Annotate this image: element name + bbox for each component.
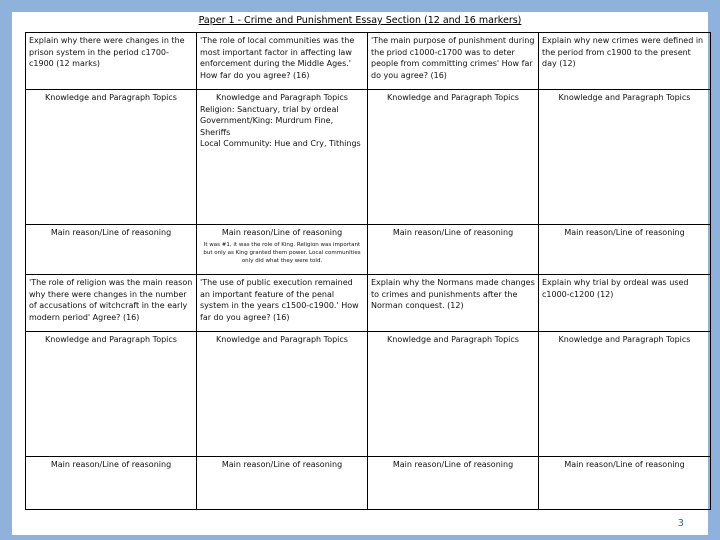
knowledge-cell [368,332,539,457]
knowledge-heading: Knowledge and Paragraph Topics [45,335,177,344]
knowledge-note: Religion: Sanctuary, trial by ordeal [200,104,339,114]
main-reason-row [26,225,711,275]
main-reason-cell [539,457,711,510]
question-cell: Explain why new crimes were defined in the period from c1900 to the present day (12) [539,33,711,90]
knowledge-note: Government/King: Murdrum Fine, Sheriffs [200,116,334,137]
essay-grid [25,32,711,510]
main-reason-heading: Main reason/Line of reasoning [564,228,685,237]
knowledge-cell [26,332,197,457]
main-reason-cell [197,457,368,510]
main-reason-heading: Main reason/Line of reasoning [392,228,514,237]
knowledge-cell [539,90,711,225]
main-reason-note: It was #1, it was the role of King. Religion was important but only as King granted them power. Local communities only did what they were told. [203,241,361,264]
main-reason-heading: Main reason/Line of reasoning [221,460,343,469]
question-cell: Explain why the Normans made changes to crimes and punishments after the Norman conquest. (12) [368,275,539,332]
question-cell: 'The role of local communities was the most important factor in affecting law enforcement during the Middle Ages.' How far do you agree? (16) [197,33,368,90]
question-cell: Explain why there were changes in the prison system in the period c1700-c1900 (12 marks) [26,33,197,90]
main-reason-heading: Main reason/Line of reasoning [50,228,172,237]
knowledge-heading: Knowledge and Paragraph Topics [216,335,348,344]
page-title: Paper 1 - Crime and Punishment Essay Section (12 and 16 markers) [198,15,522,26]
main-reason-cell [368,457,539,510]
knowledge-row [26,332,711,457]
main-reason-heading: Main reason/Line of reasoning [564,460,685,469]
knowledge-cell [197,332,368,457]
main-reason-cell [539,225,711,275]
knowledge-heading: Knowledge and Paragraph Topics [558,335,691,344]
knowledge-cell [26,90,197,225]
page-number: 3 [677,518,684,529]
main-reason-row [26,457,711,510]
question-row [26,275,711,332]
question-cell: Explain why trial by ordeal was used c1000-c1200 (12) [539,275,711,332]
knowledge-heading: Knowledge and Paragraph Topics [558,93,691,102]
knowledge-note: Local Community: Hue and Cry, Tithings [200,139,361,148]
question-row [26,33,711,90]
knowledge-row [26,90,711,225]
knowledge-cell [539,332,711,457]
main-reason-heading: Main reason/Line of reasoning [50,460,172,469]
knowledge-heading: Knowledge and Paragraph Topics [387,335,519,344]
main-reason-cell [368,225,539,275]
main-reason-cell [26,225,197,275]
question-cell: 'The use of public execution remained an important feature of the penal system in the years c1500-c1900.' How far do you agree? (16) [197,275,368,332]
slide [12,12,708,535]
knowledge-cell [197,90,368,225]
main-reason-cell [197,225,368,275]
knowledge-heading: Knowledge and Paragraph Topics [45,93,177,102]
knowledge-cell [368,90,539,225]
main-reason-heading: Main reason/Line of reasoning [392,460,514,469]
knowledge-heading: Knowledge and Paragraph Topics [387,93,519,102]
question-cell: 'The main purpose of punishment during the priod c1000-c1700 was to deter people from committing crimes' How far do you agree? (16) [368,33,539,90]
question-cell: 'The role of religion was the main reason why there were changes in the number of accusations of witchcraft in the early modern period' Agree? (16) [26,275,197,332]
knowledge-heading: Knowledge and Paragraph Topics [216,93,348,102]
main-reason-heading: Main reason/Line of reasoning [221,228,343,237]
main-reason-cell [26,457,197,510]
